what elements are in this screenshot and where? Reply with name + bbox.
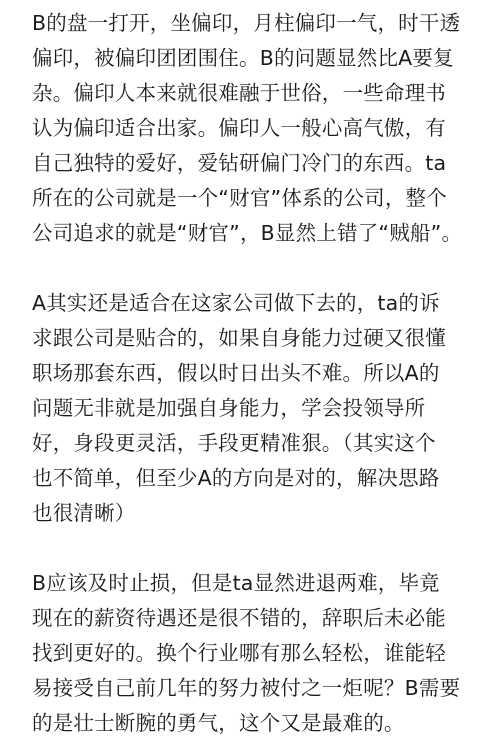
text-line: 找到更好的。换个行业哪有那么轻松，谁能轻 (32, 641, 446, 665)
paragraph-1 (32, 6, 500, 251)
text-line: B应该及时止损，但是ta显然进退两难，毕竟 (32, 571, 440, 595)
paragraph-spacer (32, 531, 500, 566)
text-line: 自己独特的爱好，爱钻研偏门冷门的东西。ta (32, 151, 447, 175)
text-line: 易接受自己前几年的努力被付之一炬呢？B需要 (32, 676, 461, 700)
text-line: 好，身段更灵活，手段更精准狠。（其实这个 (32, 431, 436, 455)
paragraph-2 (32, 286, 500, 531)
text-line: 公司追求的就是“财官”，B显然上错了“贼船”。 (32, 221, 463, 245)
paragraph-3 (32, 566, 500, 741)
text-line: 所在的公司就是一个“财官”体系的公司，整个 (32, 186, 447, 210)
text-line: 问题无非就是加强自身能力，学会投领导所 (32, 396, 426, 420)
text-line: 也很清晰） (32, 501, 136, 525)
paragraph-spacer (32, 251, 500, 286)
text-line: 现在的薪资待遇还是很不错的，辞职后未必能 (32, 606, 446, 630)
text-line: 职场那套东西，假以时日出头不难。所以A的 (32, 361, 440, 385)
text-line: 求跟公司是贴合的，如果自身能力过硬又很懂 (32, 326, 446, 350)
text-line: 认为偏印适合出家。偏印人一般心高气傲，有 (32, 116, 446, 140)
text-line: A其实还是适合在这家公司做下去的，ta的诉 (32, 291, 440, 315)
text-line: B的盘一打开，坐偏印，月柱偏印一气，时干透 (32, 11, 461, 35)
text-line: 偏印，被偏印团团围住。B的问题显然比A要复 (32, 46, 454, 70)
text-line: 的是壮士断腕的勇气，这个又是最难的。 (32, 711, 405, 735)
text-line: 也不简单，但至少A的方向是对的，解决思路 (32, 466, 440, 490)
text-line: 杂。偏印人本来就很难融于世俗，一些命理书 (32, 81, 446, 105)
